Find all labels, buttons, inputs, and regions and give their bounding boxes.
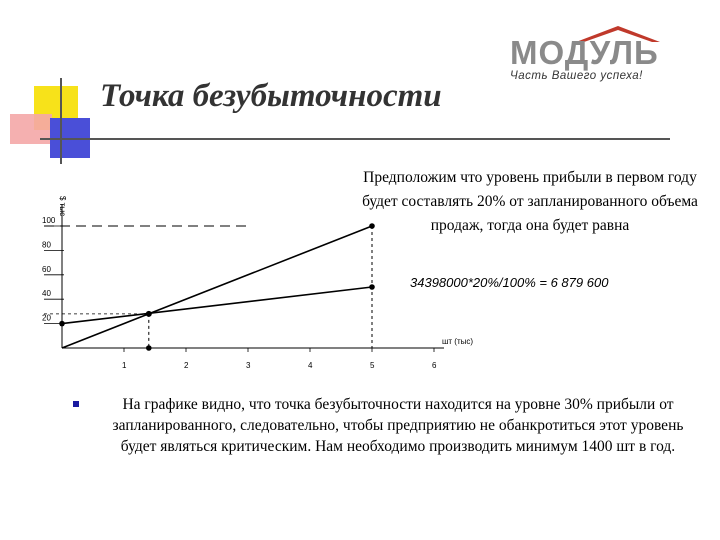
series-line-1 <box>62 287 372 324</box>
decor-horizontal-line <box>40 138 670 140</box>
y-tick-label: 100 <box>42 216 56 225</box>
series-end-point <box>369 223 375 229</box>
slide-title: Точка безубыточности <box>100 78 442 114</box>
x-tick-label: 1 <box>122 361 127 370</box>
logo <box>506 22 716 90</box>
x-tick-label: 5 <box>370 361 375 370</box>
bullet-paragraph: На графике видно, что точка безубыточности находится на уровне 30% прибыли от запланированного, следовательно, чтобы предприятию не обанкротиться этот уровень будет являться критическим. Нам необходимо производить минимум 1400 шт в год. <box>112 396 684 455</box>
series-start-point <box>59 321 65 327</box>
x-axis-label: шт (тыс) <box>442 337 474 346</box>
break-even-x-marker <box>146 345 152 351</box>
y-tick-label: 20 <box>42 313 51 323</box>
series-end-point <box>369 284 375 290</box>
y-tick-label: 80 <box>42 240 51 250</box>
paragraph-top: Предположим что уровень прибыли в первом году будет составлять 20% от запланированного объема продаж, тогда она будет равна <box>362 169 698 234</box>
bullet-square-icon <box>73 401 79 407</box>
x-tick-label: 3 <box>246 361 251 370</box>
x-tick-label: 6 <box>432 361 437 370</box>
y-tick-label: 40 <box>42 289 51 299</box>
break-even-point <box>146 311 152 317</box>
x-tick-label: 2 <box>184 361 189 370</box>
x-tick-label: 4 <box>308 361 313 370</box>
y-tick-label: 60 <box>42 264 51 274</box>
series-line-0 <box>62 226 372 348</box>
decor-vertical-line <box>60 78 62 164</box>
logo-word: МОДУЛЬ <box>510 34 659 71</box>
logo-tagline: Часть Вашего успеха! <box>510 70 643 82</box>
formula: 34398000*20%/100% = 6 879 600 <box>410 275 609 290</box>
break-even-chart <box>0 160 474 380</box>
y-axis-label: $ тыс <box>58 196 67 217</box>
